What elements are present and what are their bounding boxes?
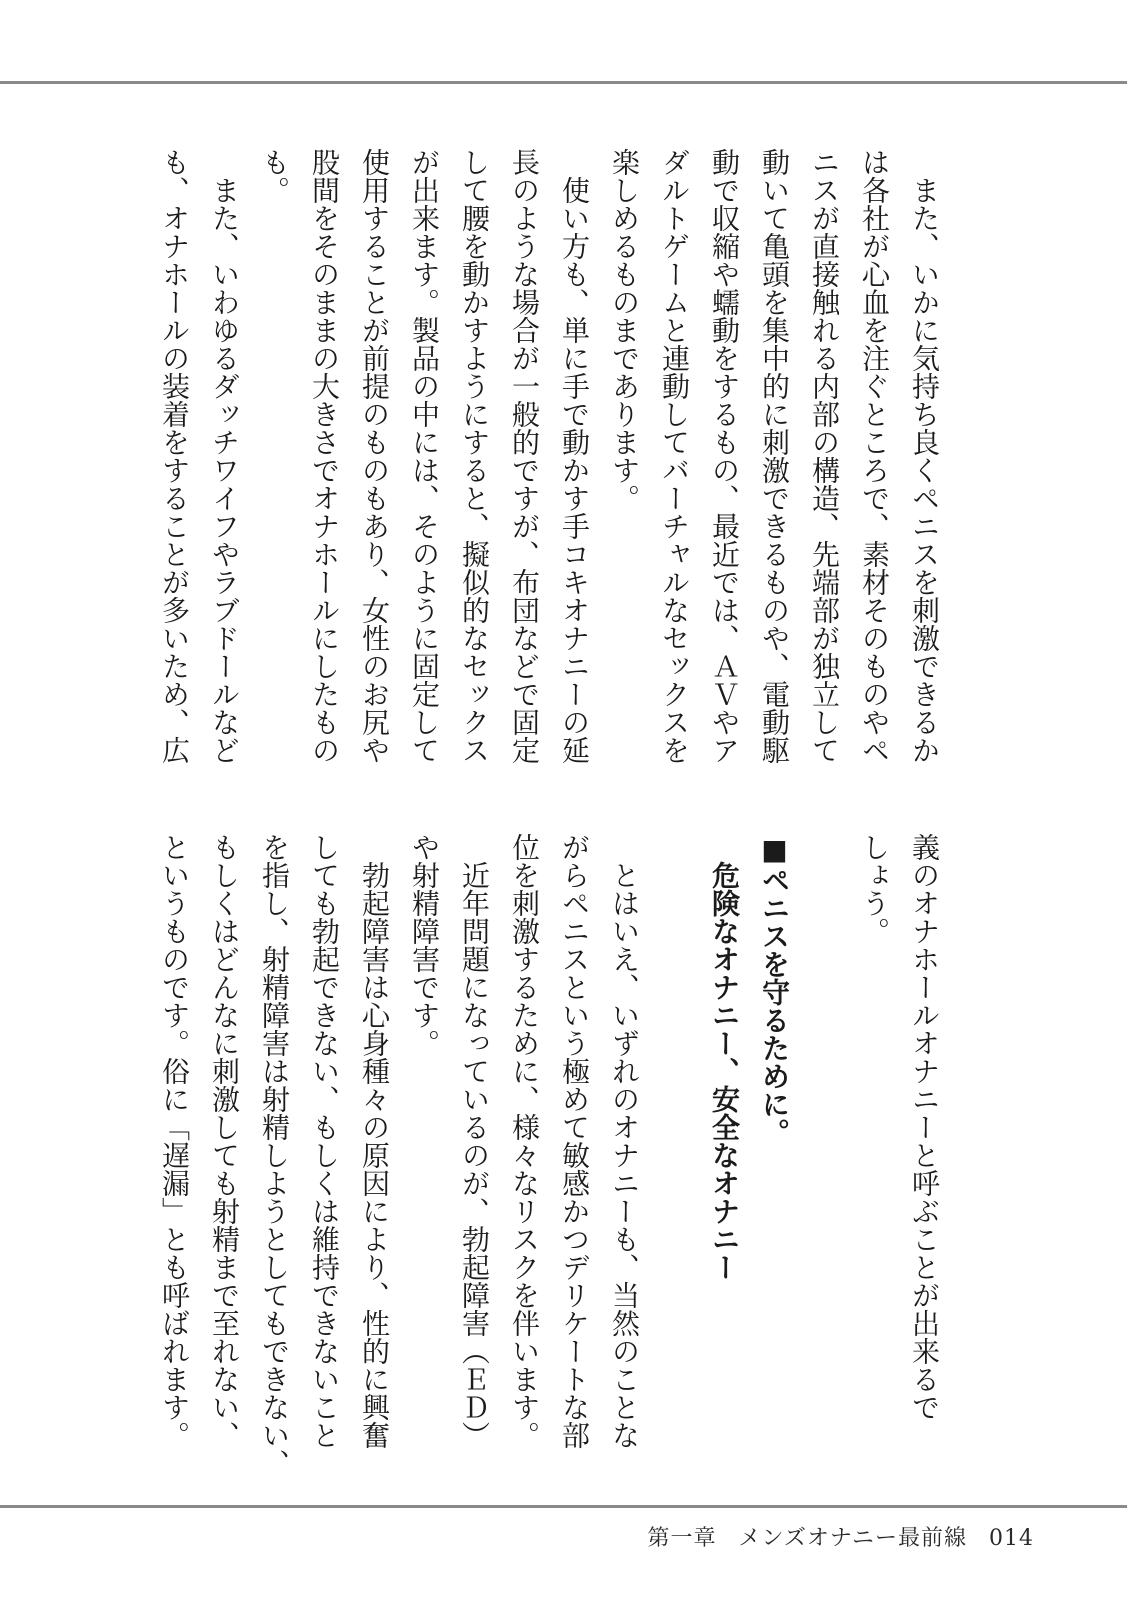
text-column: また、いかに気持ち良くペニスを刺激できるか	[908, 148, 941, 764]
text-column: 義のオナホールオナニーと呼ぶことが出来るで	[908, 833, 941, 1421]
chapter-title: メンズオナニー最前線	[738, 1526, 967, 1551]
text-column: 動いて亀頭を集中的に刺激できるものや、電動駆	[758, 148, 791, 764]
text-column: 股間をそのままの大きさでオナホールにしたもの	[308, 148, 341, 764]
text-column: も。	[258, 148, 291, 204]
page-footer	[648, 1521, 1034, 1552]
spacer-column	[799, 833, 849, 1498]
text-column: また、いわゆるダッチワイフやラブドールなど	[208, 148, 241, 764]
text-column: 位を刺激するために、様々なリスクを伴います。	[508, 833, 541, 1449]
text-column: ニスが直接触れる内部の構造、先端部が独立して	[808, 148, 841, 764]
text-column: して腰を動かすようにすると、擬似的なセックス	[458, 148, 491, 764]
text-column: というものです。俗に「遅漏」とも呼ばれます。	[158, 833, 191, 1449]
text-column: ダルトゲームと連動してバーチャルなセックスを	[658, 148, 691, 764]
section-heading-column: 危険なオナニー、安全なオナニー	[708, 833, 741, 1281]
text-column: も、オナホールの装着をすることが多いため、広	[158, 148, 191, 764]
chapter-label: 第一章	[647, 1526, 717, 1551]
text-column: が出来ます。製品の中には、そのように固定して	[408, 148, 441, 764]
text-column: 動で収縮や蠕動をするもの、最近では、ＡＶやア	[708, 148, 741, 764]
text-column: 長のような場合が一般的ですが、布団などで固定	[508, 148, 541, 764]
footer-rule	[0, 1505, 1127, 1508]
text-column: しても勃起できない、もしくは維持できないこと	[308, 833, 341, 1449]
text-column: は各社が心血を注ぐところで、素材そのものやペ	[858, 148, 891, 764]
text-column: しょう。	[858, 833, 891, 945]
text-column: 使用することが前提のものもあり、女性のお尻や	[358, 148, 391, 764]
header-rule	[0, 81, 1127, 84]
text-column: 使い方も、単に手で動かす手コキオナニーの延	[558, 148, 591, 764]
bottom-text-block	[149, 833, 949, 1498]
text-column: もしくはどんなに刺激しても射精まで至れない、	[208, 833, 241, 1449]
text-column: を指し、射精障害は射精しようとしてもできない、	[258, 833, 291, 1477]
text-column: とはいえ、いずれのオナニーも、当然のことな	[608, 833, 641, 1449]
spacer-column	[649, 833, 699, 1498]
page-number: 014	[989, 1526, 1034, 1551]
section-heading-column: ■ペニスを守るために。	[758, 833, 791, 1146]
text-column: や射精障害です。	[408, 833, 441, 1057]
text-column: 近年問題になっているのが、勃起障害（ＥＤ）	[458, 833, 491, 1449]
text-column: 勃起障害は心身種々の原因により、性的に興奮	[358, 833, 391, 1449]
text-column: がらペニスという極めて敏感かつデリケートな部	[558, 833, 591, 1449]
text-column: 楽しめるものまであります。	[608, 148, 641, 512]
top-text-block	[149, 148, 949, 813]
